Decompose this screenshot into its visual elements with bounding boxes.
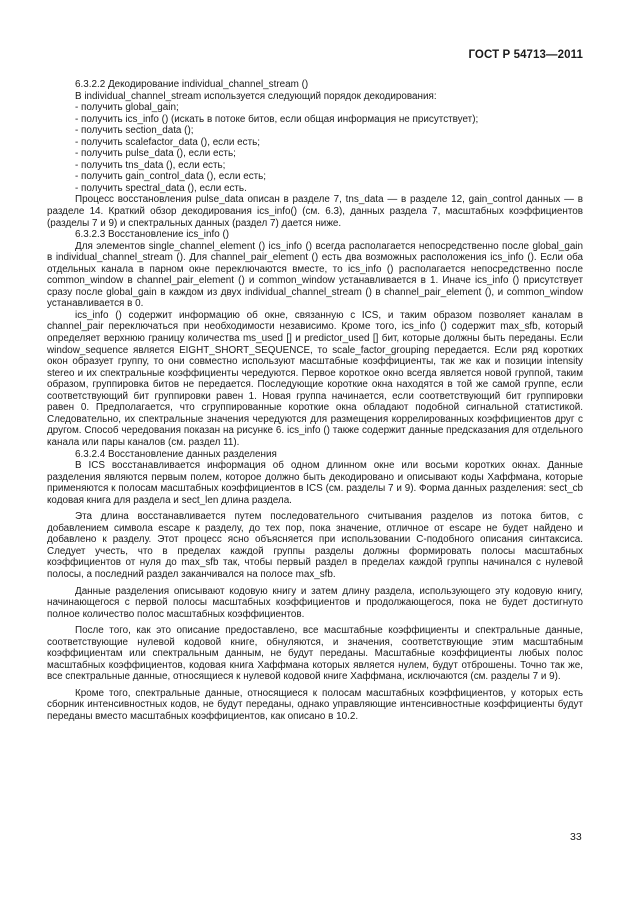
page-number: 33	[570, 831, 582, 843]
list-item: - получить gain_control_data (), если есть;	[75, 171, 267, 183]
list-item: - получить tns_data (), если есть;	[75, 159, 226, 171]
section-6-3-2-2-intro: В individual_channel_stream используется следующий порядок декодирования:	[75, 90, 437, 102]
list-item: - получить global_gain;	[75, 102, 179, 114]
list-item: - получить spectral_data (), если есть.	[75, 182, 247, 194]
list-item: - получить ics_info () (искать в потоке битов, если общая информация не присутствует);	[75, 113, 479, 125]
section-6-3-2-4-heading: 6.3.2.4 Восстановление данных разделения	[75, 448, 277, 460]
paragraph: ics_info () содержит информацию об окне, связанную с ICS, и таким образом позволяет каналам в channel_pair переключаться при необходимости независимо. Кроме того, ics_info () содержит max_sfb, который определяет верхнюю границу количества ms_used [] и predictor_used [] бит, которые должны быть переданы. Если window_sequence является EIGHT_SHORT_SEQUENCE, то scale_factor_grouping передается. Если ряд коротких окон образует группу, то они совместно используют масштабные коэффициенты, так же как и позиции intensity stereo и их спектральные коэффициенты чередуются. Первое короткое окно всегда является новой группой, таким образом, группировка битов не передается. Последующие короткие окна находятся в той же самой группе, если соответствующий бит группировки равен 1. Новая группа начинается, если соответствующий бит группировки равен 0. Предполагается, что сгруппированные короткие окна обладают подобной сигнальной статистикой. Следовательно, их спектральные значения чередуются для размещения коррелированных коэффициентов друг с другом. Способ чередования показан на рисунке 6. ics_info () также содержит данные предсказания для отдельного канала или пары каналов (см. раздел 11).	[47, 309, 583, 448]
paragraph: После того, как это описание предоставлено, все масштабные коэффициенты и спектральные данные, соответствующие нулевой кодовой книге, обнуляются, и значения, соответствующие этим масштабным коэффициентам или спектральным данным, не будут переданы. Масштабные коэффициенты любых полос масштабных коэффициентов, кодовая книга Хаффмана которых является нулем, будут отброшены. Точно так же, все спектральные данные, относящиеся к нулевой кодовой книге Хаффмана, исключаются (см. разделы 7 и 9).	[47, 625, 583, 683]
paragraph: Эта длина восстанавливается путем последовательного считывания разделов из потока битов, с добавлением символа escape к разделу, до тех пор, пока значение, отличное от escape не будет найдено и добавлено к разделу. Этот процесс ясно объясняется при использовании С-подобного описания синтаксиса. Следует учесть, что в пределах каждой группы разделы должны формировать полосы масштабных коэффициентов от нуля до max_sfb так, чтобы первый раздел в пределах каждой группы начинался с нулевой полосы, а последний раздел заканчивался на полосе max_sfb.	[47, 511, 583, 580]
section-6-3-2-3-heading: 6.3.2.3 Восстановление ics_info ()	[75, 229, 230, 241]
paragraph: Данные разделения описывают кодовую книгу и затем длину раздела, использующего эту кодовую книгу, начинающегося с первой полосы масштабных коэффициентов и продолжающегося, пока не будет достигнуто полное количество полос масштабных коэффициентов.	[47, 585, 583, 620]
standard-number: ГОСТ Р 54713—2011	[468, 49, 583, 61]
section-6-3-2-2-outro: Процесс восстановления pulse_data описан в разделе 7, tns_data — в разделе 12, gain_control данных — в разделе 14. Краткий обзор декодирования ics_info() (см. 6.3), данных раздела 7, масштабных коэффициентов (разделы 7 и 9) и спектральных данных (раздел 7) дается ниже.	[47, 194, 583, 229]
paragraph: В ICS восстанавливается информация об одном длинном окне или восьми коротких окнах. Данные разделения являются первым полем, которое должно быть декодировано и описывают коды Хаффмана, которые применяются к полосам масштабных коэффициентов в ICS (см. разделы 7 и 9). Форма данных разделения: sect_cb кодовая книга для раздела и sect_len длина раздела.	[47, 460, 583, 506]
document-body	[47, 79, 583, 723]
list-item: - получить section_data ();	[75, 125, 194, 137]
paragraph: Кроме того, спектральные данные, относящиеся к полосам масштабных коэффициентов, у которых есть сборник интенсивностных кодов, не будут переданы, однако управляющие интенсивностные коэффициенты будут переданы вместо масштабных коэффициентов, как описано в 10.2.	[47, 687, 583, 722]
section-6-3-2-2-heading: 6.3.2.2 Декодирование individual_channel_stream ()	[75, 79, 309, 90]
paragraph: Для элементов single_channel_element () ics_info () всегда располагается непосредственно после global_gain в individual_channel_stream (). Для channel_pair_element () есть два возможных расположения ics_info (). Если оба отдельных канала в парном окне переключаются вместе, то ics_info () располагается непосредственно после common_window в channel_pair_element () и common_window устанавливается в 1. Иначе ics_info () присутствует сразу после global_gain в каждом из двух individual_channel_stream () в channel_pair_element (), и common_window устанавливается в 0.	[47, 240, 583, 310]
list-item: - получить scalefactor_data (), если есть;	[75, 136, 260, 148]
list-item: - получить pulse_data (), если есть;	[75, 148, 236, 160]
